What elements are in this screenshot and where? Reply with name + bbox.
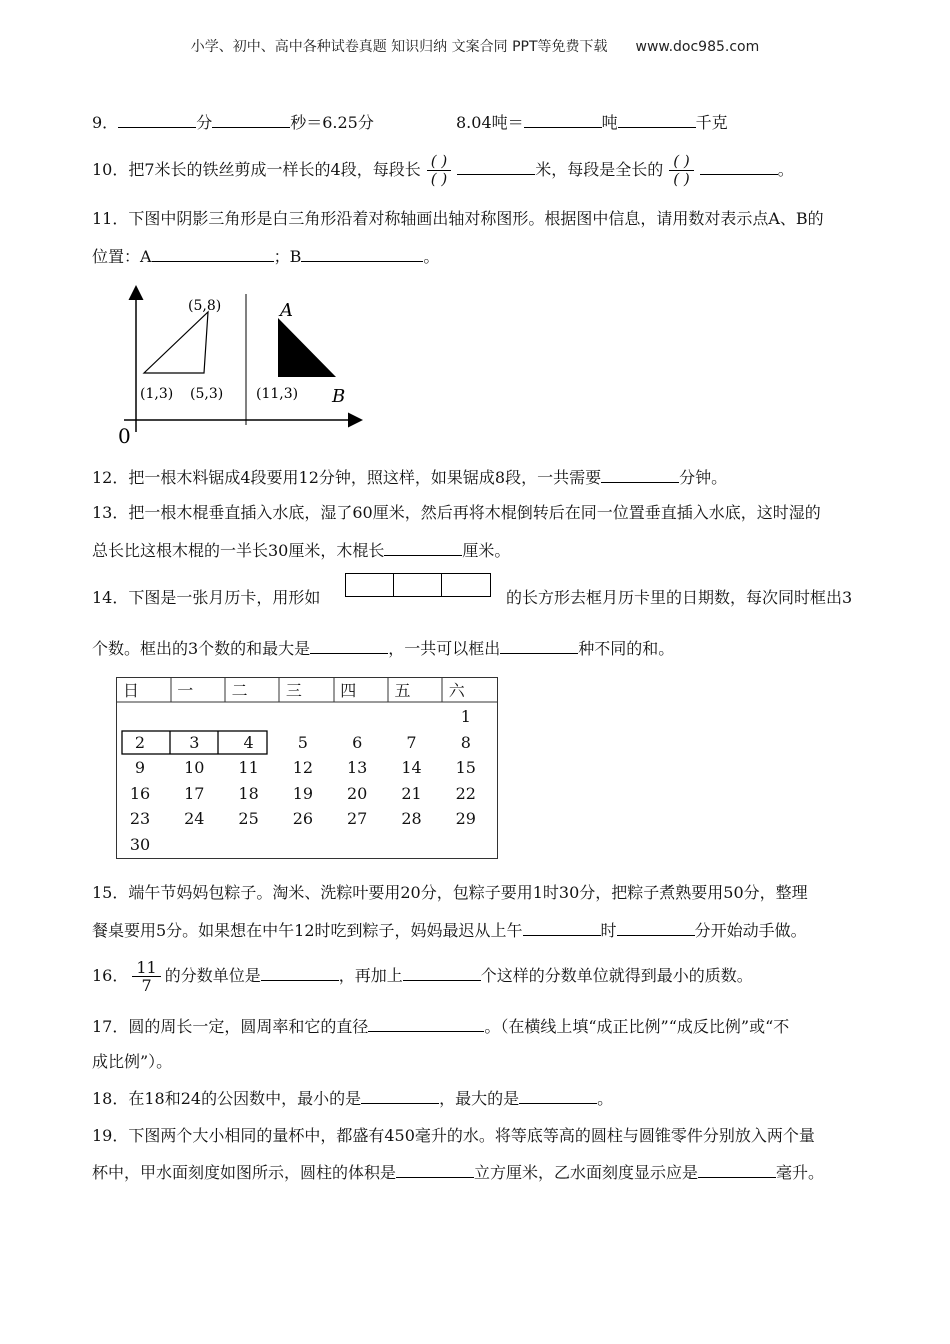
calendar-day: 2 [134, 732, 146, 752]
header-text: 小学、初中、高中各种试卷真题 知识归纳 文案合同 PPT等免费下载 [190, 39, 608, 55]
calendar-day: 16 [129, 783, 151, 803]
q14-text-b: ，一共可以框出 [388, 639, 501, 658]
q10-frac1-den: ( ) [430, 170, 448, 188]
question-13-line1: 13．把一根木棍垂直插入水底，湿了60厘米，然后再将木棍倒转后在同一位置垂直插入水底，这时湿的 [92, 503, 821, 522]
q14-blank-count[interactable] [500, 637, 578, 654]
q9-unit-kg: 千克 [695, 113, 728, 132]
q18-blank-max[interactable] [519, 1087, 597, 1104]
q9-blank-tons[interactable] [524, 111, 602, 128]
calendar-day: 3 [189, 732, 200, 752]
q15-blank-minute[interactable] [617, 919, 695, 936]
calendar-day: 15 [455, 758, 476, 778]
calendar-day: 6 [352, 732, 363, 752]
calendar-day: 20 [347, 783, 368, 803]
question-18 [92, 1087, 613, 1110]
q13-blank[interactable] [384, 539, 462, 556]
q16-numerator: 11 [132, 959, 160, 977]
q19-text-a: 杯中，甲水面刻度如图所示，圆柱的体积是 [92, 1163, 397, 1182]
question-13-line2 [92, 539, 510, 562]
q10-fraction-1[interactable] [427, 153, 451, 188]
calendar-day: 9 [134, 758, 146, 778]
q11-label-a: 位置：A [92, 247, 152, 266]
calendar-header: 二 [231, 681, 248, 700]
q14-text-c: 种不同的和。 [578, 639, 675, 658]
q18-blank-min[interactable] [361, 1087, 439, 1104]
calendar-day: 11 [238, 758, 259, 778]
calendar-day: 17 [184, 783, 205, 803]
q16-text2: ，再加上 [338, 966, 403, 985]
q16-text3: 个这样的分数单位就得到最小的质数。 [480, 966, 753, 985]
q11-end: 。 [423, 247, 440, 266]
q17-text-a: 17．圆的周长一定，圆周率和它的直径 [92, 1017, 369, 1036]
q19-text-b: 立方厘米，乙水面刻度显示应是 [474, 1163, 699, 1182]
calendar-day: 30 [129, 835, 151, 854]
q16-number: 16． [92, 966, 129, 985]
question-14-line2 [92, 637, 674, 660]
calendar-header: 四 [340, 681, 357, 700]
question-12 [92, 466, 727, 489]
calendar-day: 27 [347, 809, 368, 829]
q10-blank-2[interactable] [700, 158, 778, 175]
q10-end: 。 [777, 160, 794, 179]
calendar-header: 六 [448, 681, 465, 700]
label-11-3: (11,3) [256, 386, 299, 402]
calendar-day: 4 [243, 732, 254, 752]
q16-blank-count[interactable] [403, 964, 481, 981]
q11-blank-a[interactable] [152, 245, 274, 262]
q13-end: 厘米。 [462, 541, 511, 560]
question-17-line1 [92, 1015, 789, 1038]
q19-blank-reading[interactable] [698, 1161, 776, 1178]
question-15-line1: 15．端午节妈妈包粽子。淘米、洗粽叶要用20分，包粽子要用1时30分，把粽子煮熟要用50分，整理 [92, 883, 808, 902]
q18-text1: 18．在18和24的公因数中，最小的是 [92, 1089, 362, 1108]
three-cell-frame [345, 573, 491, 597]
origin-label: 0 [118, 424, 131, 448]
q16-text1: 的分数单位是 [164, 966, 261, 985]
question-10 [92, 150, 794, 190]
calendar-day: 23 [129, 809, 151, 829]
symmetry-figure [110, 280, 370, 450]
calendar-header: 五 [394, 681, 411, 700]
question-15-line2 [92, 919, 807, 942]
question-14-text2: 的长方形去框月历卡里的日期数，每次同时框出3 [506, 588, 853, 607]
calendar-day: 8 [460, 732, 471, 752]
q10-text1: 10．把7米长的铁丝剪成一样长的4段，每段长 [92, 160, 421, 179]
q9-number: 9． [92, 113, 119, 132]
point-b-label: B [332, 386, 346, 407]
calendar-day: 7 [406, 732, 417, 752]
q12-end: 分钟。 [679, 468, 728, 487]
question-19-line2 [92, 1161, 824, 1184]
q10-frac2-den: ( ) [673, 170, 690, 188]
q10-fraction-2[interactable] [669, 153, 693, 188]
label-5-8: (5,8) [188, 298, 222, 314]
q17-text-b: 。（在横线上填“成正比例”“成反比例”或“不 [484, 1017, 790, 1036]
question-17-line2: 成比例”）。 [92, 1052, 173, 1071]
calendar-header: 日 [123, 681, 140, 700]
calendar-day: 24 [184, 809, 205, 829]
question-14-text1: 14．下图是一张月历卡，用形如 [92, 588, 321, 607]
q15-text-a: 餐桌要用5分。如果想在中午12时吃到粽子，妈妈最迟从上午 [92, 921, 523, 940]
q15-text-c: 分开始动手做。 [694, 921, 807, 940]
q11-blank-b[interactable] [301, 245, 423, 262]
calendar-day: 21 [401, 783, 422, 803]
question-19-line1: 19．下图两个大小相同的量杯中，都盛有450毫升的水。将等底等高的圆柱与圆锥零件分别放入两个量 [92, 1126, 815, 1145]
q12-text: 12．把一根木料锯成4段要用12分钟，照这样，如果锯成8段，一共需要 [92, 468, 602, 487]
q9-unit-min: 分 [196, 113, 213, 132]
q10-blank-1[interactable] [457, 158, 535, 175]
q17-blank[interactable] [368, 1015, 484, 1032]
calendar-header: 一 [177, 681, 194, 700]
label-1-3: (1,3) [140, 386, 174, 402]
q10-frac2-num: ( ) [669, 153, 693, 171]
shaded-triangle [278, 318, 336, 377]
calendar-day: 1 [460, 707, 471, 726]
q12-blank[interactable] [601, 466, 679, 483]
q9-blank-minutes[interactable] [118, 111, 196, 128]
page-header [0, 36, 950, 56]
header-url: www.doc985.com [635, 39, 760, 55]
q16-fraction [132, 959, 160, 994]
q19-text-c: 毫升。 [776, 1163, 825, 1182]
calendar-day: 28 [401, 809, 422, 829]
calendar-day: 5 [297, 732, 308, 752]
calendar-day: 14 [401, 758, 422, 778]
calendar-day: 29 [455, 809, 476, 829]
point-a-label: A [280, 300, 293, 321]
q9-equation: ＝6.25分 [306, 113, 374, 132]
q19-blank-volume[interactable] [396, 1161, 474, 1178]
q18-end: 。 [597, 1089, 614, 1108]
calendar-day: 19 [292, 783, 314, 803]
label-5-3: (5,3) [190, 386, 224, 402]
question-9-part2 [456, 111, 728, 134]
q11-label-b: ；B [273, 247, 302, 266]
calendar-day: 26 [292, 809, 314, 829]
q10-frac1-num: ( ) [427, 153, 451, 171]
calendar-header: 三 [285, 681, 302, 700]
question-11-line2 [92, 245, 439, 268]
q9-blank-seconds[interactable] [212, 111, 290, 128]
white-triangle [144, 312, 208, 373]
calendar-day: 18 [238, 783, 259, 803]
frame-divider-1 [393, 574, 394, 596]
q15-blank-hour[interactable] [523, 919, 601, 936]
q9-blank-kg[interactable] [618, 111, 696, 128]
q16-blank-unit[interactable] [261, 964, 339, 981]
question-9 [92, 111, 374, 134]
calendar-day: 12 [292, 758, 314, 778]
q15-text-b: 时 [600, 921, 617, 940]
q16-denominator: 7 [141, 976, 152, 995]
calendar-day: 10 [184, 758, 205, 778]
calendar-day: 25 [238, 809, 259, 829]
q14-blank-max-sum[interactable] [310, 637, 388, 654]
calendar-card [116, 677, 498, 859]
calendar-day: 13 [347, 758, 368, 778]
q14-text-a: 个数。框出的3个数的和最大是 [92, 639, 311, 658]
q9-unit-ton: 吨 [601, 113, 618, 132]
question-16 [92, 956, 753, 996]
q9-unit-sec: 秒 [290, 113, 307, 132]
q9-part2-text: 8.04吨＝ [456, 113, 524, 132]
frame-divider-2 [441, 574, 442, 596]
q10-text2: 米，每段是全长的 [535, 160, 664, 179]
calendar-day: 22 [455, 783, 476, 803]
question-11-line1: 11．下图中阴影三角形是白三角形沿着对称轴画出轴对称图形。根据图中信息，请用数对表示点A、B的 [92, 209, 824, 228]
q13-text: 总长比这根木棍的一半长30厘米，木棍长 [92, 541, 385, 560]
q18-text2: ，最大的是 [439, 1089, 520, 1108]
